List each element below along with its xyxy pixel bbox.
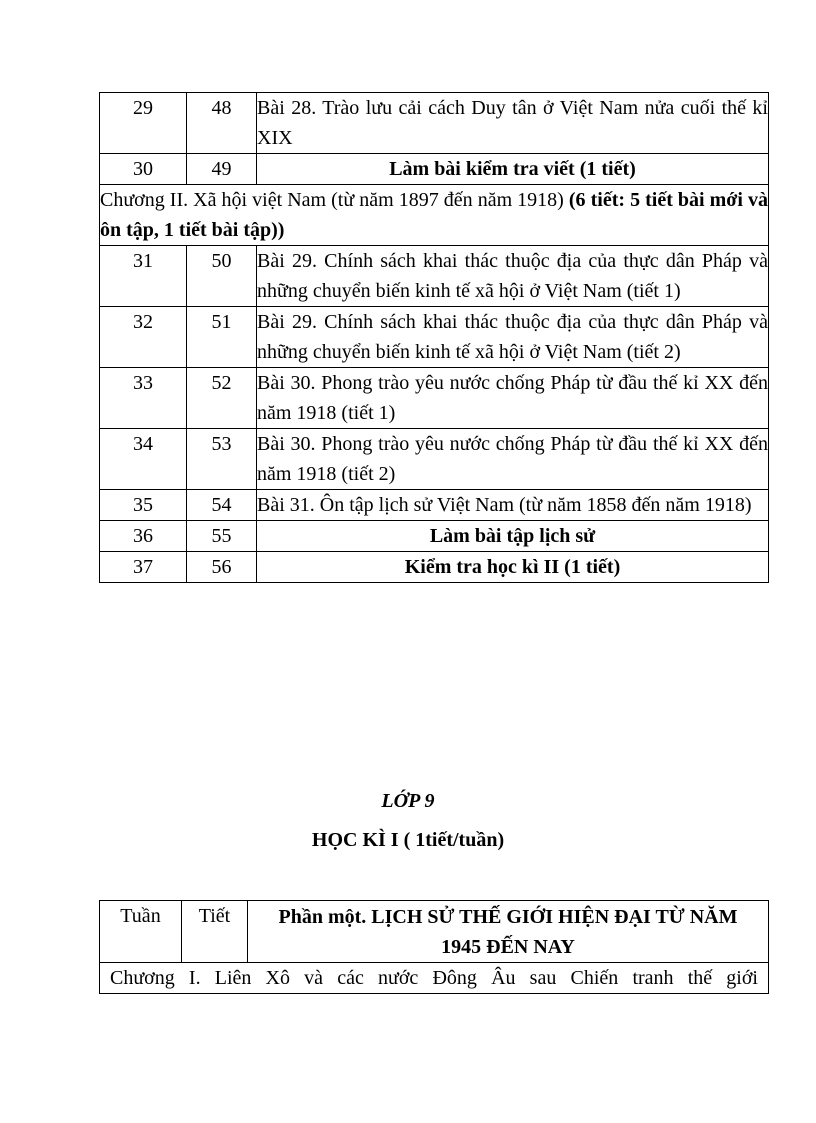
period-cell: 48 [187, 93, 257, 154]
table-row [100, 490, 769, 521]
lesson-cell: Bài 29. Chính sách khai thác thuộc địa của thực dân Pháp và những chuyển biến kinh tế xã hội ở Việt Nam (tiết 1) [257, 246, 769, 307]
period-cell: 50 [187, 246, 257, 307]
chapter-cell [100, 185, 769, 246]
week-cell: 35 [100, 490, 187, 521]
chapter-cell: Chương I. Liên Xô và các nước Đông Âu sau Chiến tranh thế giới [100, 963, 769, 994]
chapter-title: Chương II. Xã hội việt Nam (từ năm 1897 đến năm 1918) [100, 189, 569, 211]
table-row [100, 154, 769, 185]
period-cell: 55 [187, 521, 257, 552]
week-cell: 29 [100, 93, 187, 154]
week-cell: 36 [100, 521, 187, 552]
period-cell: 53 [187, 429, 257, 490]
table-row [100, 246, 769, 307]
table-row [100, 93, 769, 154]
grade-heading: LỚP 9 [381, 790, 435, 812]
period-cell: 56 [187, 552, 257, 583]
week-cell: 31 [100, 246, 187, 307]
week-cell: 34 [100, 429, 187, 490]
table-row [100, 521, 769, 552]
chapter-row [100, 185, 769, 246]
table-header-row [100, 901, 769, 963]
lesson-cell: Bài 29. Chính sách khai thác thuộc địa của thực dân Pháp và những chuyển biến kinh tế xã hội ở Việt Nam (tiết 2) [257, 307, 769, 368]
lesson-cell: Làm bài tập lịch sử [257, 521, 769, 552]
period-cell: 54 [187, 490, 257, 521]
week-cell: 33 [100, 368, 187, 429]
lesson-cell: Bài 30. Phong trào yêu nước chống Pháp từ đầu thế kỉ XX đến năm 1918 (tiết 1) [257, 368, 769, 429]
period-cell: 52 [187, 368, 257, 429]
term-heading: HỌC KÌ I ( 1tiết/tuần) [311, 829, 505, 851]
week-cell: 37 [100, 552, 187, 583]
week-header: Tuần [100, 901, 182, 963]
lesson-cell: Làm bài kiểm tra viết (1 tiết) [257, 154, 769, 185]
lesson-cell: Bài 28. Trào lưu cải cách Duy tân ở Việt Nam nửa cuối thế kỉ XIX [257, 93, 769, 154]
table-row [100, 429, 769, 490]
part-header: Phần một. LỊCH SỬ THẾ GIỚI HIỆN ĐẠI TỪ NĂM 1945 ĐẾN NAY [248, 901, 769, 963]
lesson-cell: Bài 30. Phong trào yêu nước chống Pháp từ đầu thế kỉ XX đến năm 1918 (tiết 2) [257, 429, 769, 490]
period-cell: 49 [187, 154, 257, 185]
week-cell: 32 [100, 307, 187, 368]
lesson-cell: Bài 31. Ôn tập lịch sử Việt Nam (từ năm 1858 đến năm 1918) [257, 490, 769, 521]
curriculum-table-grade8 [99, 92, 769, 583]
lesson-cell: Kiểm tra học kì II (1 tiết) [257, 552, 769, 583]
table-row [100, 552, 769, 583]
table-row [100, 307, 769, 368]
curriculum-table-grade9 [99, 900, 769, 994]
chapter-row [100, 963, 769, 994]
chapter-note: (6 tiết: 5 tiết bài mới và ôn tập, 1 tiết bài tập)) [100, 189, 768, 241]
period-header: Tiết [182, 901, 248, 963]
week-cell: 30 [100, 154, 187, 185]
period-cell: 51 [187, 307, 257, 368]
table-row [100, 368, 769, 429]
